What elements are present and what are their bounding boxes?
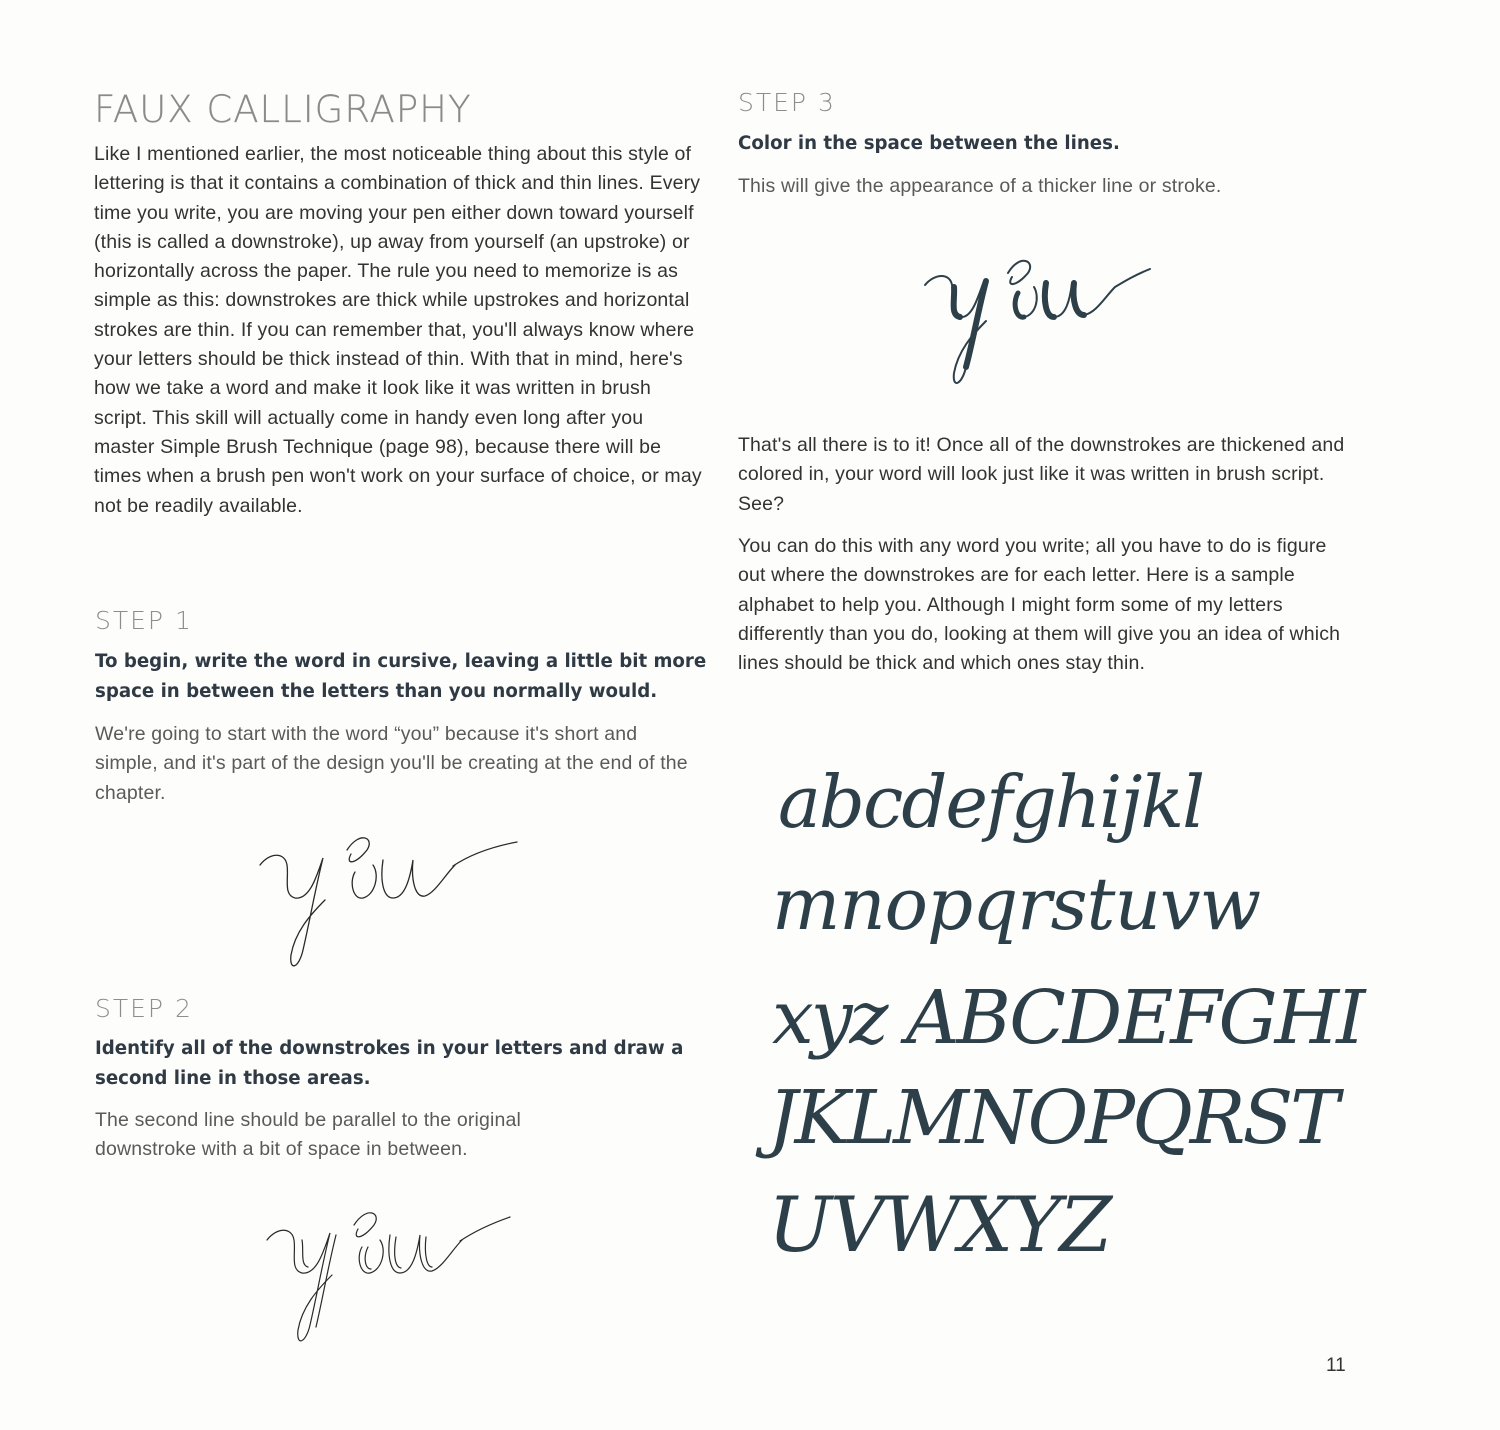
step-1-instruction: To begin, write the word in cursive, leaving a little bit more space in between the letters than you normally would. — [95, 651, 707, 702]
page-title: FAUX CALLIGRAPHY — [94, 88, 472, 131]
step-1-body: We're going to start with the word “you” because it's short and simple, and it's part of the design you'll be creating at the end of the chapter. — [95, 723, 688, 804]
you-outline-svg — [255, 820, 535, 980]
alphabet-line-3: xyz ABCDEFGHI — [772, 975, 1363, 1061]
step-3-instruction: Color in the space between the lines. — [738, 133, 1120, 154]
step-3-you-filled-drawing — [920, 245, 1160, 395]
step-2-you-doubleline-drawing — [262, 1195, 522, 1355]
you-filled-svg — [920, 245, 1160, 395]
alphabet-intro-paragraph: You can do this with any word you write; all you have to do is figure out where the downstrokes are for each letter. Here is a sample alphabet to help you. Although I might form some of my letters differently than you do, looking at them will give you an idea of which lines should be thick and which ones stay thin. — [738, 535, 1341, 675]
step-3-body: This will give the appearance of a thicker line or stroke. — [738, 175, 1222, 197]
alphabet-line-2: mnopqrstuvw — [772, 862, 1261, 946]
alphabet-line-4: JKLMNOPQRST — [768, 1075, 1337, 1161]
alphabet-line-5: UVWXYZ — [768, 1180, 1111, 1269]
alphabet-line-1: abcdefghijkl — [778, 760, 1204, 844]
step-1-heading: STEP 1 — [95, 606, 193, 635]
step-2-heading: STEP 2 — [95, 994, 193, 1023]
you-doubleline-svg — [262, 1195, 522, 1355]
intro-paragraph: Like I mentioned earlier, the most noticeable thing about this style of lettering is that it contains a combination of thick and thin lines. Every time you write, you are moving your pen either down toward yourself (this is called a downstroke), up away from yourself (an upstroke) or horizontally across the paper. The rule you need to memorize is as simple as this: downstrokes are thick while upstrokes and horizontal strokes are thin. If you can remember that, you'll always know where your letters should be thick instead of thin. With that in mind, here's how we take a word and make it look like it was written in brush script. This skill will actually come in handy even long after you master Simple Brush Technique (page 98), because there will be times when a brush pen won't work on your surface of choice, or may not be readily available. — [94, 143, 702, 517]
step-1-you-outline-drawing — [255, 820, 535, 980]
page-number: 11 — [1326, 1355, 1346, 1376]
conclusion-paragraph: That's all there is to it! Once all of the downstrokes are thickened and colored in, your word will look just like it was written in brush script. See? — [738, 434, 1345, 515]
step-3-heading: STEP 3 — [738, 88, 836, 117]
step-2-instruction: Identify all of the downstrokes in your letters and draw a second line in those areas. — [95, 1038, 684, 1089]
step-2-body: The second line should be parallel to the original downstroke with a bit of space in between. — [95, 1109, 521, 1161]
